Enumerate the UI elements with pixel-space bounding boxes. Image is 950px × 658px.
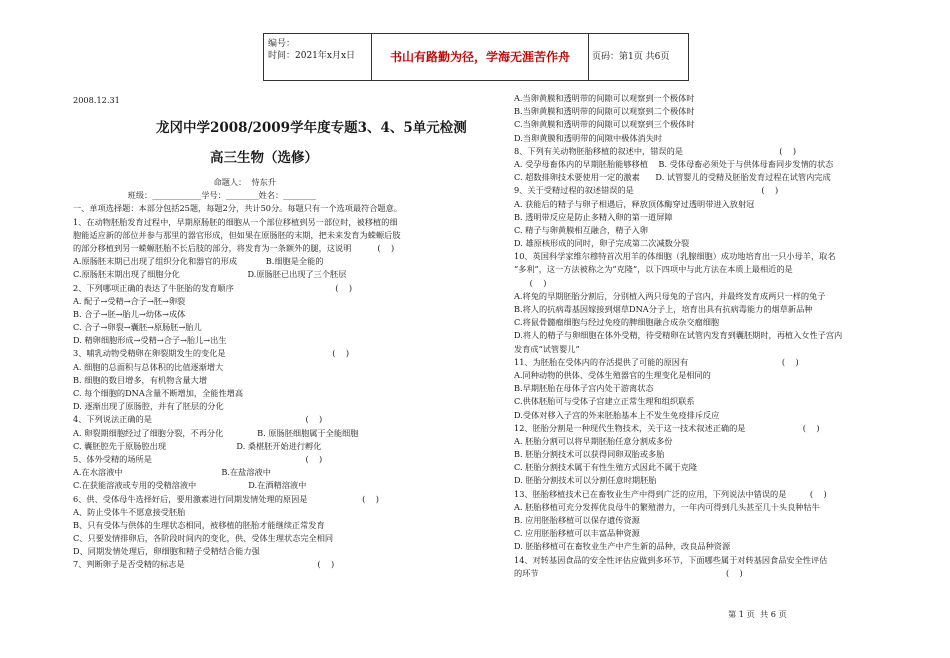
text-line: D. 雄原核形成的同时，卵子完成第二次减数分裂 xyxy=(514,238,690,249)
text-line: 5、体外受精的场所是 ( ) xyxy=(73,453,323,464)
text-line: A. 胚胎分割可以将早期胚胎任意分割成多份 xyxy=(514,435,673,446)
text-line: A、防止受体牛不愿意接受胚胎 xyxy=(73,506,186,517)
text-line: 9、关于受精过程的叙述错误的是 ( ) xyxy=(514,185,779,196)
text-line: B、只有受体与供体的生理状态相同，被移植的胚胎才能继续正常发育 xyxy=(73,519,325,530)
text-line: 8、下列有关动物胚胎移植的叙述中，错误的是 ( ) xyxy=(514,145,797,156)
text-line: 10、英国科学家维尔穆特首次用羊的体细胞（乳腺细胞）成功地培育出一只小母羊，取名 xyxy=(514,251,836,262)
document-date: 2008.12.31 xyxy=(73,95,120,105)
text-line: A.原肠胚末期已出现了组织分化和器官的形成 B.细胞是全能的 xyxy=(73,256,324,267)
header-motto: 书山有路勤为径，学海无涯苦作舟 xyxy=(372,34,589,80)
header-page-info: 页码：第1页 共6页 xyxy=(592,52,670,62)
text-line: A. 获能后的精子与卵子相遇后，释放顶体酶穿过透明带进入放射冠 xyxy=(514,198,755,209)
text-line: D、同期发情处理后，卵细胞和精子受精结合能力强 xyxy=(73,546,260,557)
text-line: A. 卵裂期细胞经过了细胞分裂，不再分化 B. 原肠胚细胞属于全能细胞 xyxy=(73,427,359,438)
text-line: 2、下列哪项正确的表达了牛胚胎的发育顺序 ( ) xyxy=(73,282,353,293)
text-line: B.早期胚胎在母体子宫内处于游离状态 xyxy=(514,383,654,394)
text-line: C.当卵黄膜和透明带的间隙可以观察到三个极体时 xyxy=(514,119,695,130)
text-line: 6、供、受体母牛选择好后，要用激素进行同期发情处理的原因是 ( ) xyxy=(73,493,379,504)
text-line: 班级：____________学号：________姓名：________ xyxy=(73,190,316,201)
text-line: 命题人： 恃东升 xyxy=(73,177,277,187)
text-line: ( ) xyxy=(514,277,547,288)
right-column xyxy=(514,92,886,580)
text-line: B. 应用胚胎移植可以保存遗传资源 xyxy=(514,515,640,525)
text-line: C、只要发情排卵后，各阶段时间内的变化，供、受体生理状态完全相同 xyxy=(73,533,334,544)
text-line: 14、对转基因食品的安全性评估应做到多环节，下面哪些属于对转基因食品安全性评估 xyxy=(514,554,828,565)
text-line: 的部分移植到另一蝾螈胚胎不长后肢的部分，将发育为一条额外的腿，这说明 ( ) xyxy=(73,242,395,253)
text-line: D.受体对移入子宫的外来胚胎基本上不发生免疫排斥反应 xyxy=(514,409,720,420)
text-line: 3、哺乳动物受精卵在卵裂期发生的变化是 ( ) xyxy=(73,348,350,359)
page-header-box xyxy=(263,33,689,81)
time-label: 时间：2021年x月x日 xyxy=(268,51,356,61)
text-line: 4、下列说法正确的是 ( ) xyxy=(73,414,323,425)
document-subtitle: 高三生物（选修） xyxy=(210,150,318,166)
text-line: C.供体胚胎可与受体子宫建立正常生理和组织联系 xyxy=(514,396,695,407)
text-line: B. 细胞的数目增多，有机物含量大增 xyxy=(73,374,208,385)
text-line: C. 精子与卵黄膜相互融合，精子入卵 xyxy=(514,224,648,235)
text-line: D. 精卵细胞形成→受精→合子→胎儿→出生 xyxy=(73,335,227,346)
text-line: D.当卵黄膜和透明带的间隙中极体消失时 xyxy=(514,132,663,143)
page-footer: 第 1 页 共 6 页 xyxy=(728,609,787,619)
text-line: C.在获能溶液或专用的受精溶液中 D.在酒精溶液中 xyxy=(73,480,307,491)
text-line: A.将兔的早期胚胎分割后，分别植入两只母兔的子宫内，并最终发育成两只一样的兔子 xyxy=(514,290,826,301)
text-line: B.当卵黄膜和透明带的间隙可以观察到二个极体时 xyxy=(514,106,695,117)
text-line: C. 超数排卵技术要使用一定的激素 D. 试管婴儿的受精及胚胎发育过程在试管内完成 xyxy=(514,172,831,183)
header-meta xyxy=(264,34,372,80)
text-line: D. 胚胎移植可在畜牧业生产中产生新的品种，改良品种资源 xyxy=(514,541,731,552)
text-line: A.当卵黄膜和透明带的间隙可以观察到一个极体时 xyxy=(514,93,695,103)
text-line: A. 受孕母畜体内的早期胚胎能够移植 B. 受体母畜必须处于与供体母畜同步发情的状态 xyxy=(514,158,834,169)
code-label: 编号： xyxy=(268,39,296,49)
text-line: C.将鼠骨髓瘤细胞与经过免疫的脾细胞融合成杂交瘤细胞 xyxy=(514,317,720,328)
text-line: D. 逐渐出现了原肠腔，并有了胚层的分化 xyxy=(73,401,224,412)
text-line: D.将人的精子与卵细胞在体外受精，待受精卵在试管内发育到囊胚期时，再植入女性子宫内 xyxy=(514,330,843,341)
text-line: B.将人的抗病毒基因嫁接到烟草DNA分子上，培育出具有抗病毒能力的烟草新品种 xyxy=(514,304,813,314)
text-line: 胞能适应新的部位并参与那里的器官形成，但如果在原肠胚的末期，把未来发育为蝾螈后肢 xyxy=(73,229,401,240)
text-line: 的环节 ( ) xyxy=(514,567,743,578)
text-line: B. 合子→胚→胎儿→幼体→成体 xyxy=(73,308,186,319)
text-line: 7、判断卵子是否受精的标志是 ( ) xyxy=(73,559,335,570)
text-line: 12、胚胎分割是一种现代生物技术，关于这一技术叙述正确的是 ( ) xyxy=(514,422,820,433)
text-line: D. 胚胎分割技术可以分割任意时期胚胎 xyxy=(514,475,657,486)
text-line: A. 胚胎移植可充分发挥优良母牛的繁殖潜力，一年内可得到几头甚至几十头良种牯牛 xyxy=(514,501,820,512)
text-line: A. 细胞的总面积与总体积的比值逐渐增大 xyxy=(73,361,224,372)
text-line: A.在水溶液中 B.在盐溶液中 xyxy=(73,467,271,478)
text-line: A. 配子→受精→合子→胚→卵裂 xyxy=(73,295,186,306)
text-line: C. 应用胚胎移植可以丰富品种资源 xyxy=(514,528,640,539)
document-title: 龙冈中学2008/2009学年度专题3、4、5单元检测 xyxy=(156,120,467,136)
text-line: 13、胚胎移植技术已在畜牧业生产中得到广泛的应用，下列说法中错误的是 ( ) xyxy=(514,488,827,499)
text-line: 发育成“试管婴儿” xyxy=(514,343,580,354)
text-line: “多利”，这一方法被称之为“克隆”，以下四项中与此方法在本质上最相近的是 xyxy=(514,264,793,275)
text-line: 11、为胚胎在受体内的存活提供了可能的原因有 ( ) xyxy=(514,356,799,367)
text-line: 一、单项选择题：本部分包括25题，每题2分，共计50分。每题只有一个选项最符合题意。 xyxy=(73,203,402,214)
text-line: A.同种动物的供体、受体生殖器官的生理变化是相同的 xyxy=(514,369,711,380)
text-line: B. 胚胎分割技术可以获得同卵双胎或多胎 xyxy=(514,449,665,460)
text-line: C. 合子→卵裂→囊胚→原肠胚→胎儿 xyxy=(73,322,202,333)
text-line: 1、在动物胚胎发育过程中，早期原肠胚的细胞从一个部位移植到另一部位时，被移植的细 xyxy=(73,216,398,227)
text-line: B. 透明带反应是防止多精入卵的第一道屏障 xyxy=(514,211,673,222)
text-line: C. 胚胎分割技术属于有性生殖方式因此不属于克隆 xyxy=(514,462,698,473)
text-line: C. 囊胚腔先于原肠腔出现 D. 桑椹胚开始进行孵化 xyxy=(73,440,322,451)
left-column xyxy=(73,176,445,572)
text-line: C.原肠胚末期出现了细胞分化 D.原肠胚已出现了三个胚层 xyxy=(73,269,347,280)
text-line: C. 每个细胞的DNA含量不断增加，全能性增高 xyxy=(73,388,244,398)
